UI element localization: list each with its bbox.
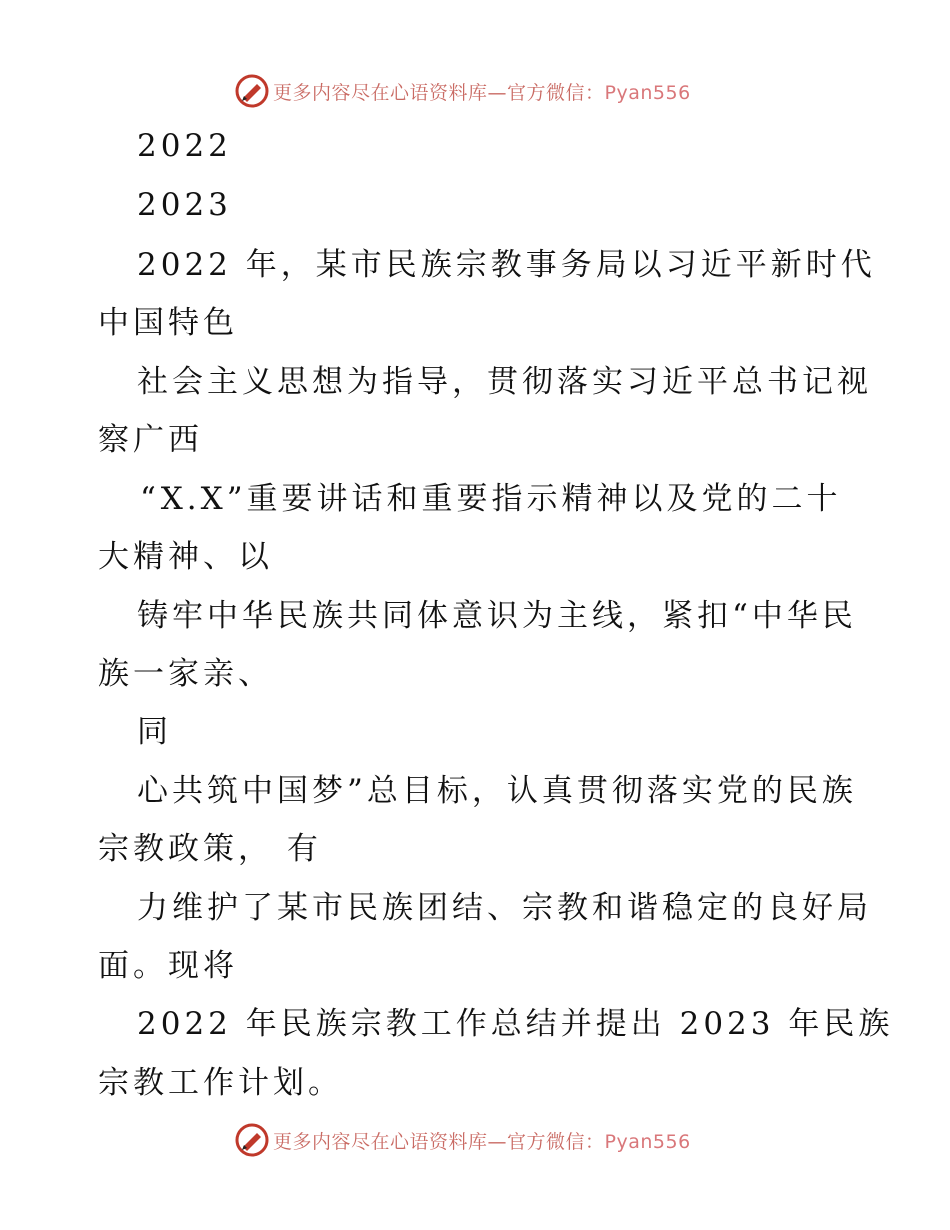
body-line: 大精神、以: [98, 539, 273, 575]
body-line: 铸牢中华民族共同体意识为主线，紧扣“中华民: [137, 598, 857, 634]
body-line: 力维护了某市民族团结、宗教和谐稳定的良好局: [137, 890, 872, 926]
pen-logo-icon: [235, 74, 269, 108]
pen-logo-icon: [235, 1123, 269, 1157]
body-line: 族一家亲、: [98, 656, 273, 692]
body-line: 2023: [137, 187, 232, 223]
header-watermark: [0, 71, 950, 111]
body-line: 2022: [137, 128, 232, 164]
body-line: “X.X”重要讲话和重要指示精神以及党的二十: [140, 481, 842, 517]
watermark-text: 更多内容尽在心语资料库—官方微信：Pyan556: [273, 81, 691, 104]
body-line: 2022 年，某市民族宗教事务局以习近平新时代: [137, 247, 876, 283]
body-line: 宗教政策， 有: [98, 831, 322, 867]
body-line: 面。现将: [98, 948, 238, 984]
body-line: 心共筑中国梦”总目标，认真贯彻落实党的民族: [137, 773, 857, 809]
body-line: 宗教工作计划。: [98, 1065, 343, 1101]
body-line: 同: [137, 714, 172, 750]
wechat-account: Pyan556: [604, 81, 691, 104]
body-line: 社会主义思想为指导，贯彻落实习近平总书记视: [137, 364, 872, 400]
footer-watermark: [0, 1120, 950, 1160]
body-line: 中国特色: [98, 305, 238, 341]
wechat-account: Pyan556: [604, 1130, 691, 1153]
body-line: 2022 年民族宗教工作总结并提出 2023 年民族: [137, 1006, 894, 1042]
watermark-text: 更多内容尽在心语资料库—官方微信：Pyan556: [273, 1130, 691, 1153]
body-line: 察广西: [98, 422, 203, 458]
